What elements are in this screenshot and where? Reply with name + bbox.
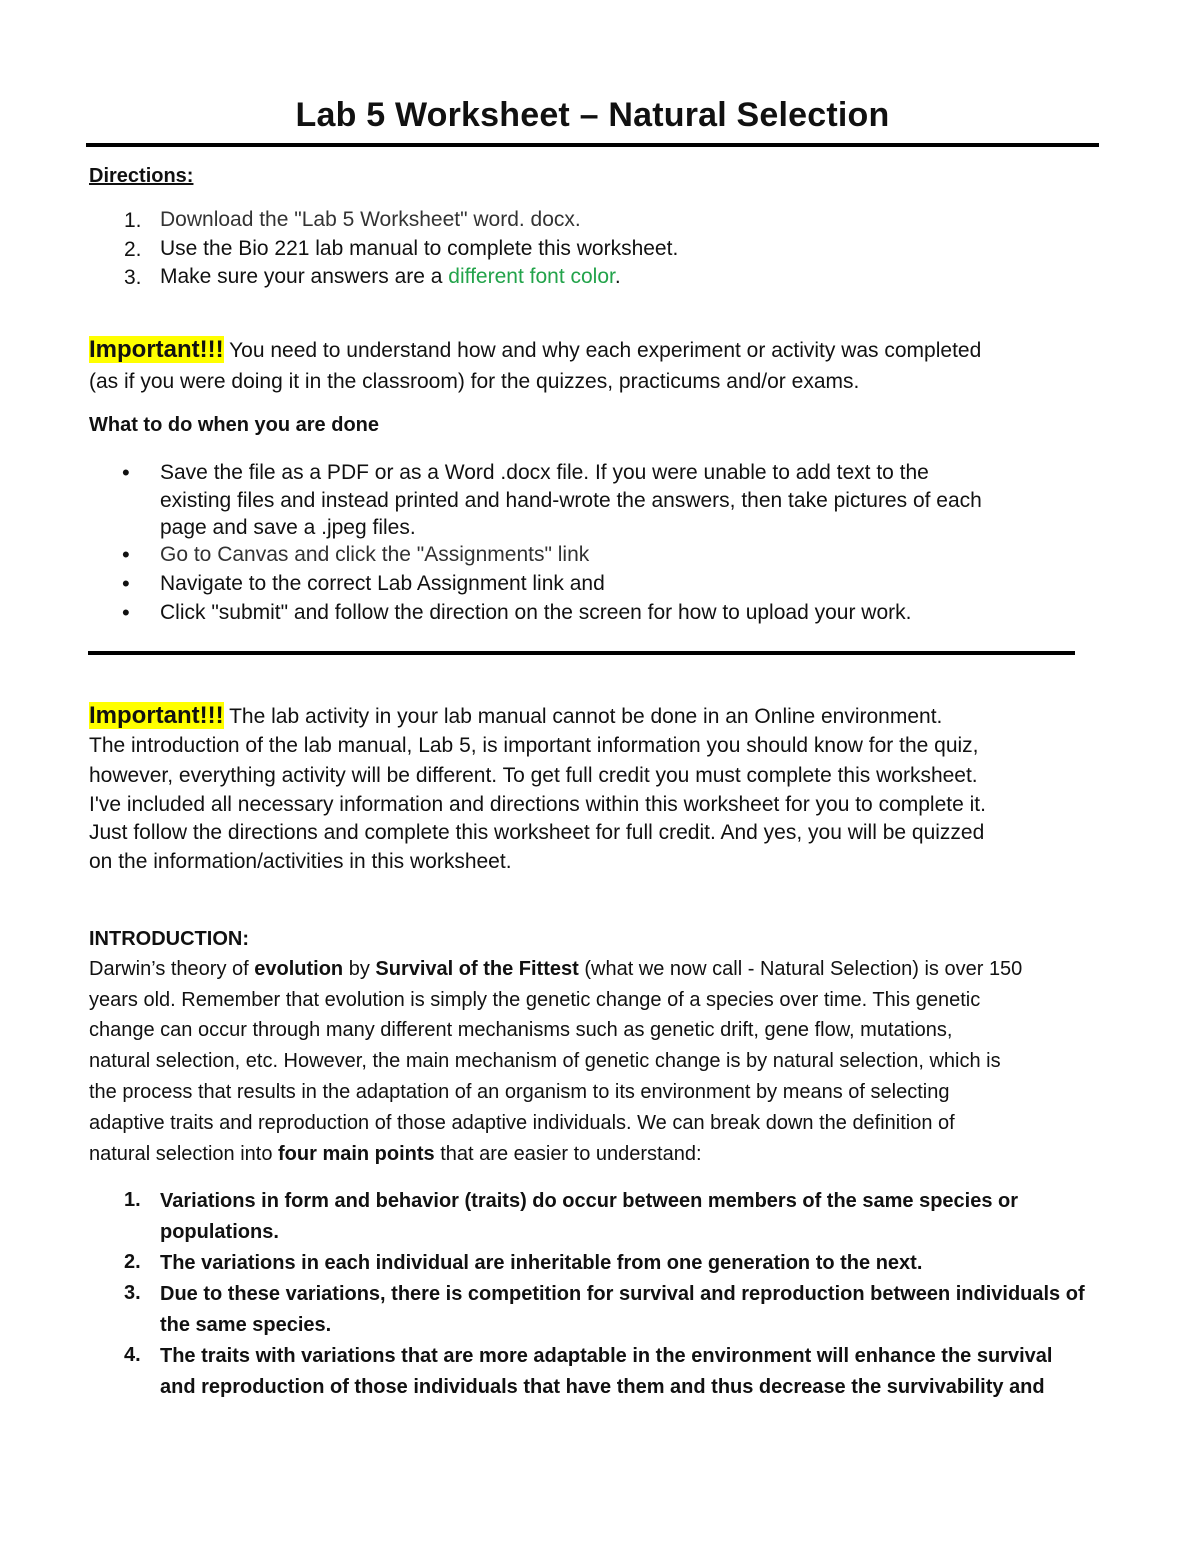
important-note-1-line: (as if you were doing it in the classroom) for the quizzes, practicums and/or exams. bbox=[89, 370, 860, 393]
done-item-line: Go to Canvas and click the "Assignments" link bbox=[160, 543, 590, 566]
green-font-text: different font color bbox=[448, 265, 615, 288]
bullet-icon: • bbox=[122, 571, 130, 596]
intro-text: by bbox=[343, 958, 376, 980]
title-divider bbox=[86, 143, 1099, 147]
bullet-icon: • bbox=[122, 460, 130, 485]
important-highlight: Important!!! bbox=[89, 702, 224, 729]
direction-number: 3. bbox=[124, 266, 142, 289]
done-heading: What to do when you are done bbox=[89, 414, 379, 436]
important-text: You need to understand how and why each experiment or activity was completed bbox=[223, 339, 982, 362]
intro-line: natural selection, etc. However, the main mechanism of genetic change is by natural selection, which is bbox=[89, 1050, 1001, 1072]
intro-text: natural selection into bbox=[89, 1143, 279, 1165]
direction-number: 2. bbox=[124, 238, 142, 261]
direction-number: 1. bbox=[124, 209, 142, 232]
done-item-line: page and save a .jpeg files. bbox=[160, 516, 416, 539]
point-line: the same species. bbox=[160, 1314, 332, 1336]
introduction-heading: INTRODUCTION: bbox=[89, 928, 249, 950]
important-highlight: Important!!! bbox=[89, 336, 224, 363]
done-item-line: existing files and instead printed and hand-wrote the answers, then take pictures of each bbox=[160, 489, 982, 512]
intro-text: (what we now call - Natural Selection) is over 150 bbox=[578, 958, 1023, 980]
important-note-2-line: Just follow the directions and complete this worksheet for full credit. And yes, you will be quizzed bbox=[89, 821, 985, 844]
point-line: Variations in form and behavior (traits) do occur between members of the same species or bbox=[160, 1190, 1019, 1212]
point-line: and reproduction of those individuals that have them and thus decrease the survivability and bbox=[160, 1376, 1045, 1398]
direction-item bbox=[160, 262, 621, 291]
page-title: Lab 5 Worksheet – Natural Selection bbox=[295, 96, 890, 134]
direction-text: Make sure your answers are a bbox=[160, 265, 449, 288]
intro-line: years old. Remember that evolution is simply the genetic change of a species over time. This genetic bbox=[89, 989, 981, 1011]
intro-bold-text: Survival of the Fittest bbox=[375, 958, 579, 980]
point-number: 1. bbox=[124, 1189, 141, 1211]
done-item-line: Navigate to the correct Lab Assignment link and bbox=[160, 572, 605, 595]
intro-line bbox=[89, 1139, 702, 1170]
intro-line: adaptive traits and reproduction of those adaptive individuals. We can break down the definition of bbox=[89, 1112, 955, 1134]
point-line: Due to these variations, there is competition for survival and reproduction between individuals of bbox=[160, 1283, 1085, 1305]
done-item-line: Save the file as a PDF or as a Word .docx file. If you were unable to add text to the bbox=[160, 461, 929, 484]
important-note-1 bbox=[89, 335, 981, 365]
intro-line bbox=[89, 954, 1022, 985]
point-line: The traits with variations that are more adaptable in the environment will enhance the survival bbox=[160, 1345, 1053, 1367]
direction-item: Use the Bio 221 lab manual to complete this worksheet. bbox=[160, 237, 679, 260]
point-line: The variations in each individual are inheritable from one generation to the next. bbox=[160, 1252, 923, 1274]
intro-bold-text: evolution bbox=[254, 958, 344, 980]
bullet-icon: • bbox=[122, 542, 130, 567]
important-note-2-line: however, everything activity will be different. To get full credit you must complete this worksheet. bbox=[89, 764, 978, 787]
section-divider bbox=[88, 651, 1075, 655]
done-item-line: Click "submit" and follow the direction on the screen for how to upload your work. bbox=[160, 601, 912, 624]
direction-text-end: . bbox=[614, 265, 621, 288]
point-number: 2. bbox=[124, 1251, 141, 1273]
intro-bold-text: four main points bbox=[278, 1143, 435, 1165]
point-line: populations. bbox=[160, 1221, 279, 1243]
intro-line: the process that results in the adaptation of an organism to its environment by means of selecting bbox=[89, 1081, 950, 1103]
important-note-2-line: I've included all necessary information and directions within this worksheet for you to complete it. bbox=[89, 793, 986, 816]
important-note-2 bbox=[89, 701, 942, 731]
direction-item: Download the "Lab 5 Worksheet" word. docx. bbox=[160, 208, 581, 231]
intro-text: that are easier to understand: bbox=[434, 1143, 702, 1165]
intro-text: Darwin’s theory of bbox=[89, 958, 255, 980]
important-note-2-line: The introduction of the lab manual, Lab 5, is important information you should know for the quiz, bbox=[89, 734, 979, 757]
directions-label: Directions: bbox=[89, 165, 194, 187]
point-number: 3. bbox=[124, 1282, 141, 1304]
point-number: 4. bbox=[124, 1344, 141, 1366]
intro-line: change can occur through many different mechanisms such as genetic drift, gene flow, mutations, bbox=[89, 1019, 953, 1041]
bullet-icon: • bbox=[122, 600, 130, 625]
important-note-2-line: on the information/activities in this worksheet. bbox=[89, 850, 512, 873]
important-text: The lab activity in your lab manual cannot be done in an Online environment. bbox=[223, 705, 943, 728]
